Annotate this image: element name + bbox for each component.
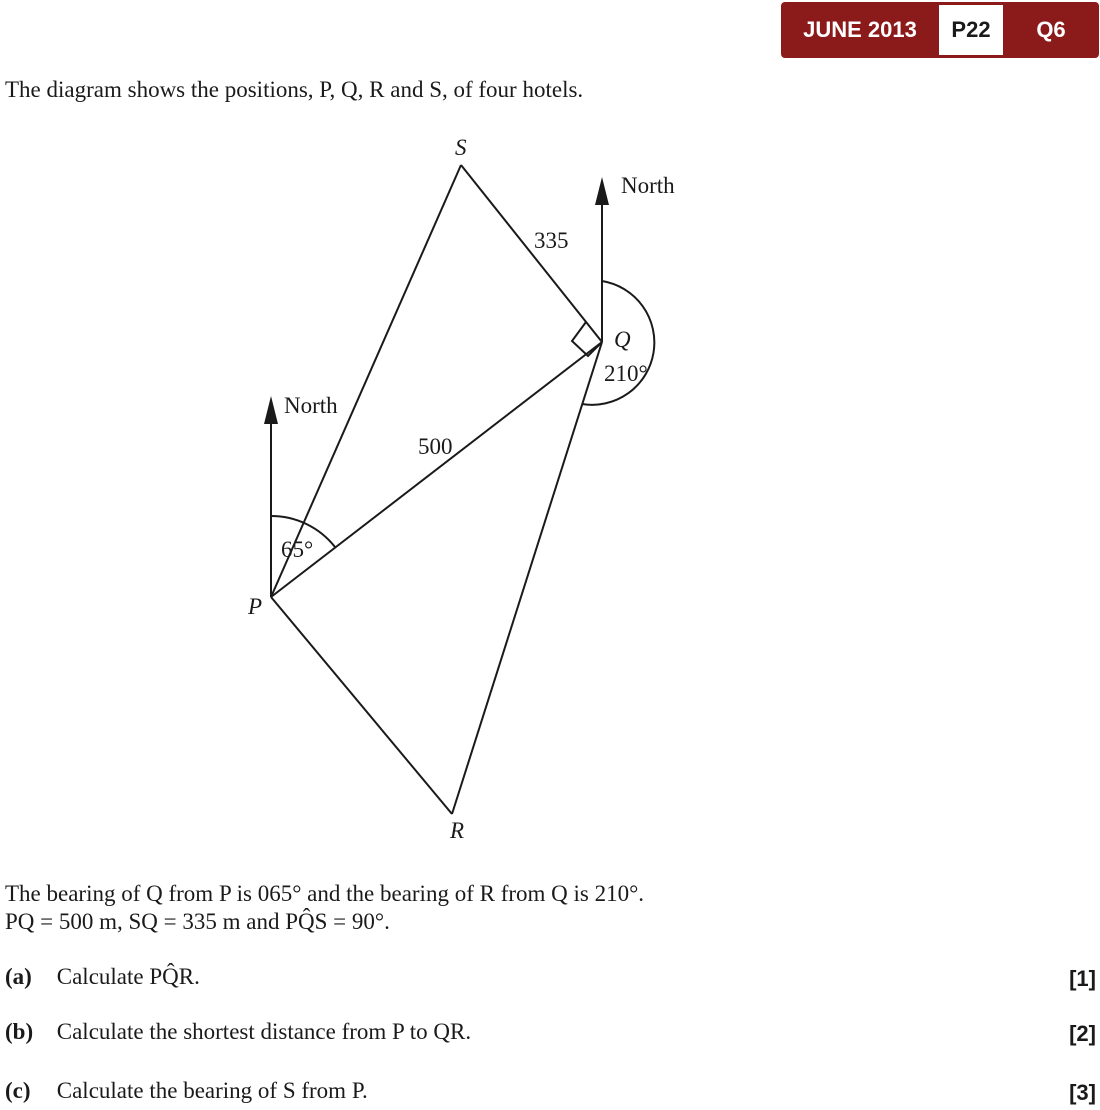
marks-c: [3]	[1069, 1080, 1096, 1105]
exam-session: JUNE 2013	[803, 17, 917, 42]
marks-a: [1]	[1069, 966, 1096, 991]
point-label-p: P	[248, 594, 263, 619]
length-label-sq: 335	[534, 228, 569, 253]
intro-text: The diagram shows the positions, P, Q, R and S, of four hotels.	[5, 77, 584, 102]
point-label-s: S	[455, 135, 467, 160]
question-number: Q6	[1036, 17, 1066, 42]
right-angle-marker	[572, 322, 602, 356]
question-label: (a)	[5, 964, 32, 989]
angle-label-p: 65°	[281, 537, 314, 562]
question-label: (c)	[5, 1078, 31, 1103]
given-bearings: The bearing of Q from P is 065° and the bearing of R from Q is 210°.	[5, 881, 645, 906]
line-ps	[271, 165, 461, 597]
question-b	[5, 1019, 471, 1045]
north-label-left: North	[284, 393, 338, 418]
angle-label-q: 210°	[604, 361, 648, 386]
line-sq	[461, 165, 602, 342]
point-label-q: Q	[614, 327, 631, 352]
question-c	[5, 1078, 368, 1104]
given-lengths: PQ = 500 m, SQ = 335 m and PQ̂S = 90°.	[5, 909, 390, 934]
line-qr	[452, 342, 602, 814]
question-text: Calculate PQ̂R.	[56, 964, 200, 989]
question-text: Calculate the bearing of S from P.	[56, 1078, 368, 1103]
point-label-r: R	[450, 818, 465, 843]
line-pr	[271, 597, 452, 814]
paper-code: P22	[939, 5, 1003, 55]
question-label: (b)	[5, 1019, 34, 1044]
line-pq	[271, 342, 602, 597]
question-a	[5, 964, 200, 990]
length-label-pq: 500	[418, 434, 453, 459]
north-label-right: North	[621, 173, 675, 198]
marks-b: [2]	[1069, 1021, 1096, 1046]
question-text: Calculate the shortest distance from P to QR.	[56, 1019, 472, 1044]
